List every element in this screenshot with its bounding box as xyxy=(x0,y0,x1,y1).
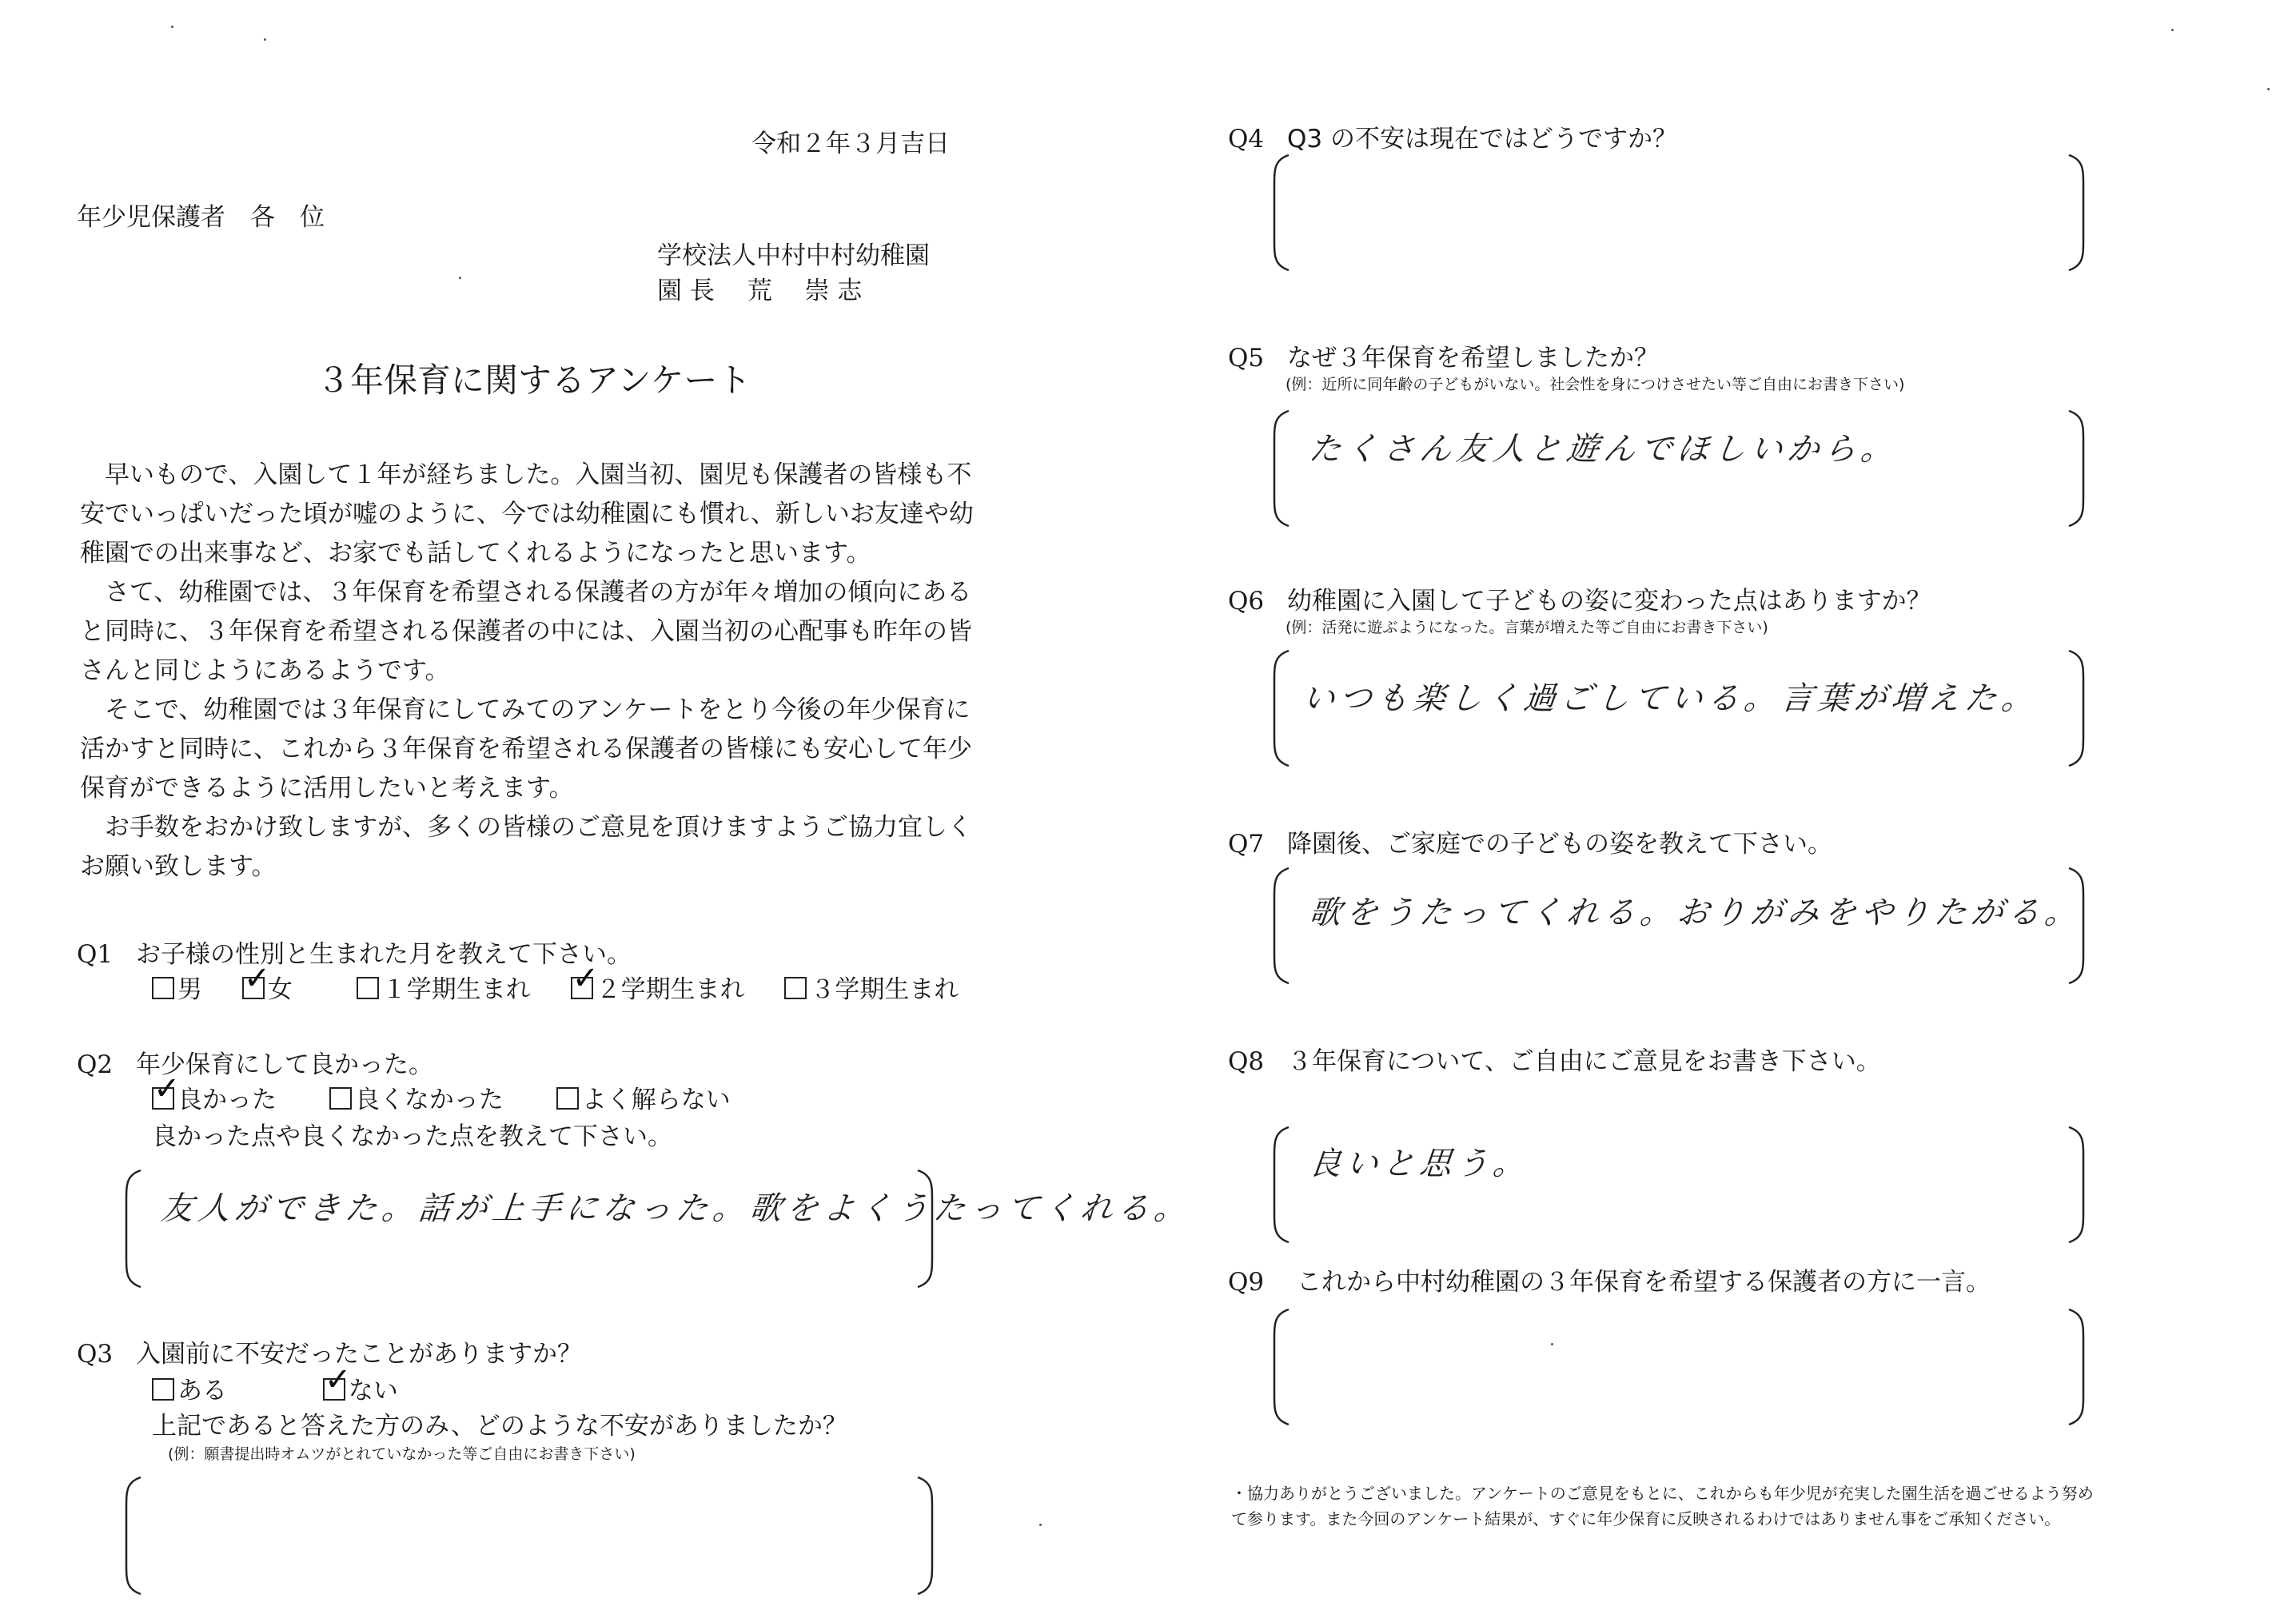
q1-question: お子様の性別と生まれた月を教えて下さい。 xyxy=(136,940,632,969)
q4-answer-box[interactable] xyxy=(1271,153,2087,272)
intro-paragraph: 早いもので、入園して１年が経ちました。入園当初、園児も保護者の皆様も不安でいっぱいだった頃が嘘のように、今では幼稚園にも慣れ、新しいお友達や幼稚園での出来事など、お家でも話してくれるようになったと思います。 xyxy=(80,460,974,568)
q7-handwritten-answer: 歌をうたってくれる。おりがみをやりたがる。 xyxy=(1307,895,2084,931)
document-date: 令和２年３月吉日 xyxy=(751,130,950,158)
q4-question: Q3 の不安は現在ではどうですか？ xyxy=(1287,125,1677,153)
q9-answer-box[interactable] xyxy=(1271,1308,2087,1426)
q1-number: Q1 xyxy=(77,940,114,969)
bracket-frame xyxy=(1271,153,2087,272)
q3-answer-box[interactable] xyxy=(123,1476,935,1596)
q3-number: Q3 xyxy=(77,1340,114,1369)
q6-handwritten-answer: いつも楽しく過ごしている。言葉が増えた。 xyxy=(1301,680,2041,717)
checkbox[interactable] xyxy=(784,977,807,999)
q7-answer-box[interactable] xyxy=(1271,867,2087,985)
checkbox[interactable] xyxy=(329,1087,352,1110)
q2-options xyxy=(152,1081,763,1119)
intro-paragraph: さて、幼稚園では、３年保育を希望される保護者の方が年々増加の傾向にあると同時に、３年保育を希望される保護者の中には、入園当初の心配事も昨年の皆さんと同じようにあるようです。 xyxy=(80,578,972,685)
scan-speck xyxy=(264,38,266,41)
q7-question: 降園後、ご家庭での子どもの姿を教えて下さい。 xyxy=(1287,830,1832,859)
checkbox-checked[interactable] xyxy=(323,1378,345,1401)
checkbox[interactable] xyxy=(357,977,379,999)
scan-speck xyxy=(2171,29,2174,31)
q7-number: Q7 xyxy=(1228,830,1265,859)
q8-question: ３年保育について、ご自由にご意見をお書き下さい。 xyxy=(1287,1047,1881,1076)
q5-handwritten-answer: たくさん友人と遊んでほしいから。 xyxy=(1307,431,1900,468)
q3-example: (例：願書提出時オムツがとれていなかった等ご自由にお書き下さい) xyxy=(168,1445,636,1463)
organization-name: 学校法人中村中村幼稚園 xyxy=(657,241,930,270)
q6-question: 幼稚園に入園して子どもの姿に変わった点はありますか？ xyxy=(1287,587,1931,616)
principal-name: 園 長 荒 崇 志 xyxy=(657,277,863,305)
checkbox[interactable] xyxy=(152,1378,174,1401)
bracket-frame xyxy=(1271,1308,2087,1426)
q8-handwritten-answer: 良いと思う。 xyxy=(1307,1146,1533,1182)
checkbox-checked[interactable] xyxy=(571,977,593,999)
scan-speck xyxy=(2267,88,2270,90)
q1-options xyxy=(152,970,991,1009)
checkbox-checked[interactable] xyxy=(242,977,265,999)
q3-subquestion: 上記であると答えた方のみ、どのような不安がありましたか？ xyxy=(152,1412,847,1441)
intro-text xyxy=(80,456,975,887)
q8-answer-box[interactable] xyxy=(1271,1126,2087,1244)
q1-option-term1[interactable]: １学期生まれ xyxy=(357,970,531,1009)
q5-number: Q5 xyxy=(1228,344,1265,373)
checkbox[interactable] xyxy=(556,1087,579,1110)
q2-number: Q2 xyxy=(77,1050,114,1079)
q2-answer-box[interactable] xyxy=(123,1169,1194,1289)
q9-number: Q9 xyxy=(1228,1268,1265,1297)
q2-handwritten-answer: 友人ができた。話が上手になった。歌をよくうたってくれる。 xyxy=(159,1190,1194,1227)
q5-example: (例：近所に同年齢の子どもがいない。社会性を身につけさせたい等ご自由にお書き下さい) xyxy=(1286,376,1905,393)
page-title: ３年保育に関するアンケート xyxy=(317,361,751,400)
footer-note: ・協力ありがとうございました。アンケートのご意見をもとに、これからも年少児が充実した園生活を過ごせるよう努めて参ります。また今回のアンケート結果が、すぐに年少保育に反映されるわけではありません事をご承知ください。 xyxy=(1231,1484,2094,1528)
bracket-frame xyxy=(123,1476,935,1596)
intro-paragraph: お手数をおかけ致しますが、多くの皆様のご意見を頂けますようご協力宜しくお願い致します。 xyxy=(80,813,972,881)
q3-option-no[interactable]: ✓ ない xyxy=(323,1372,398,1410)
q2-option-unsure[interactable]: よく解らない xyxy=(556,1081,731,1119)
q9-question: これから中村幼稚園の３年保育を希望する保護者の方に一言。 xyxy=(1297,1268,1991,1297)
q1-option-female[interactable]: ✓ 女 xyxy=(242,970,293,1009)
q2-subquestion: 良かった点や良くなかった点を教えて下さい。 xyxy=(152,1122,672,1151)
q2-question: 年少保育にして良かった。 xyxy=(136,1050,433,1079)
intro-paragraph: そこで、幼稚園では３年保育にしてみてのアンケートをとり今後の年少保育に活かすと同時に、これから３年保育を希望される保護者の皆様にも安心して年少保育ができるように活用したいと考えます。 xyxy=(80,695,972,803)
q1-option-term2[interactable]: ✓ ２学期生まれ xyxy=(571,970,745,1009)
q2-option-notgood[interactable]: 良くなかった xyxy=(329,1081,504,1119)
scan-speck xyxy=(171,26,173,28)
recipient-line: 年少児保護者 各 位 xyxy=(77,203,325,232)
q1-option-male[interactable]: 男 xyxy=(152,970,202,1009)
q6-answer-box[interactable] xyxy=(1271,649,2087,767)
q3-question: 入園前に不安だったことがありますか？ xyxy=(136,1340,582,1369)
checkbox[interactable] xyxy=(152,977,174,999)
scan-speck xyxy=(1551,1343,1553,1345)
checkbox-checked[interactable] xyxy=(152,1087,174,1110)
q3-options xyxy=(152,1372,430,1410)
q1-option-term3[interactable]: ３学期生まれ xyxy=(784,970,959,1009)
q5-question: なぜ３年保育を希望しましたか？ xyxy=(1287,344,1659,373)
q8-number: Q8 xyxy=(1228,1047,1265,1076)
q3-option-yes[interactable]: ある xyxy=(152,1372,227,1410)
q6-example: (例：活発に遊ぶようになった。言葉が増えた等ご自由にお書き下さい) xyxy=(1286,619,1768,636)
scan-speck xyxy=(1039,1524,1042,1526)
q6-number: Q6 xyxy=(1228,587,1265,616)
q4-number: Q4 xyxy=(1228,125,1265,153)
q2-option-good[interactable]: ✓良かった xyxy=(152,1081,277,1119)
scan-speck xyxy=(459,277,461,279)
q5-answer-box[interactable] xyxy=(1271,409,2087,528)
